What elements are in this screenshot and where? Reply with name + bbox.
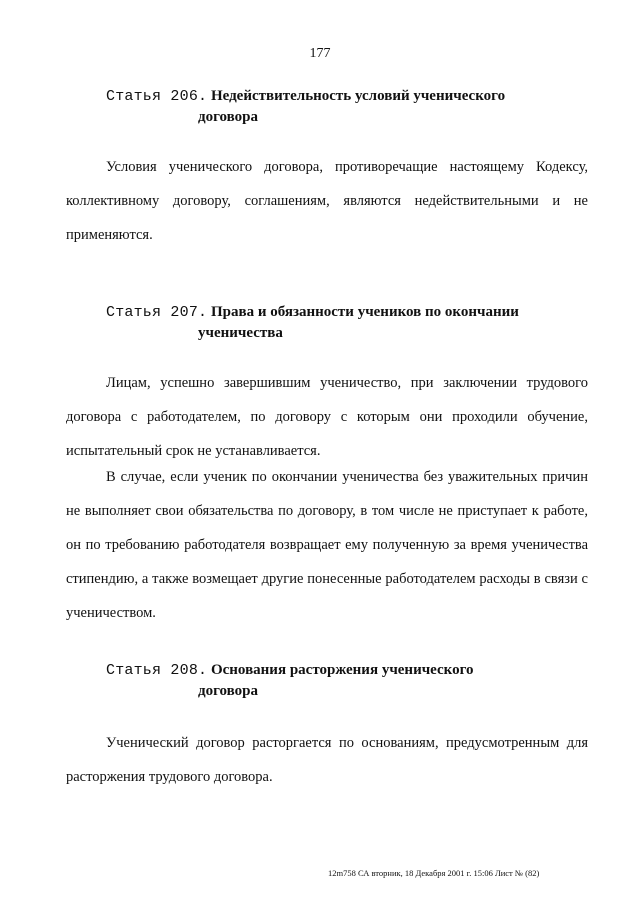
print-stamp-footer: 12m758 СА вторник, 18 Декабря 2001 г. 15:06 Лист № (82) [328, 868, 540, 878]
article-206-paragraph-1: Условия ученического договора, противоречащие настоящему Кодексу, коллективному договору, соглашениям, являются недействительными и не применяются. [66, 159, 588, 243]
article-207-paragraph-2: В случае, если ученик по окончании ученичества без уважительных причин не выполняет свои обязательства по договору, в том числе не приступает к работе, он по требованию работодателя возвращает ему полученную за время ученичества стипендию, а также возмещает другие понесенные работодателем расходы в связи с ученичеством. [66, 469, 588, 621]
article-title-continuation: ученичества [198, 325, 283, 341]
article-title-continuation: договора [198, 109, 258, 125]
article-heading-208 [106, 660, 586, 701]
article-title: Права и обязанности учеников по окончании [210, 304, 519, 320]
article-heading-206 [106, 86, 586, 127]
article-title-continuation: договора [198, 683, 258, 699]
article-label: Статья 207. [106, 304, 208, 321]
article-label: Статья 208. [106, 662, 208, 679]
article-208-paragraph-1: Ученический договор расторгается по основаниям, предусмотренным для расторжения трудового договора. [66, 735, 588, 785]
page-number: 177 [309, 46, 331, 61]
article-title: Недействительность условий ученического [210, 88, 506, 104]
article-label: Статья 206. [106, 88, 208, 105]
article-207-paragraph-1: Лицам, успешно завершившим ученичество, при заключении трудового договора с работодателем, по договору с которым они проходили обучение, испытательный срок не устанавливается. [66, 375, 588, 459]
article-title: Основания расторжения ученического [210, 662, 474, 678]
article-heading-207 [106, 302, 586, 343]
